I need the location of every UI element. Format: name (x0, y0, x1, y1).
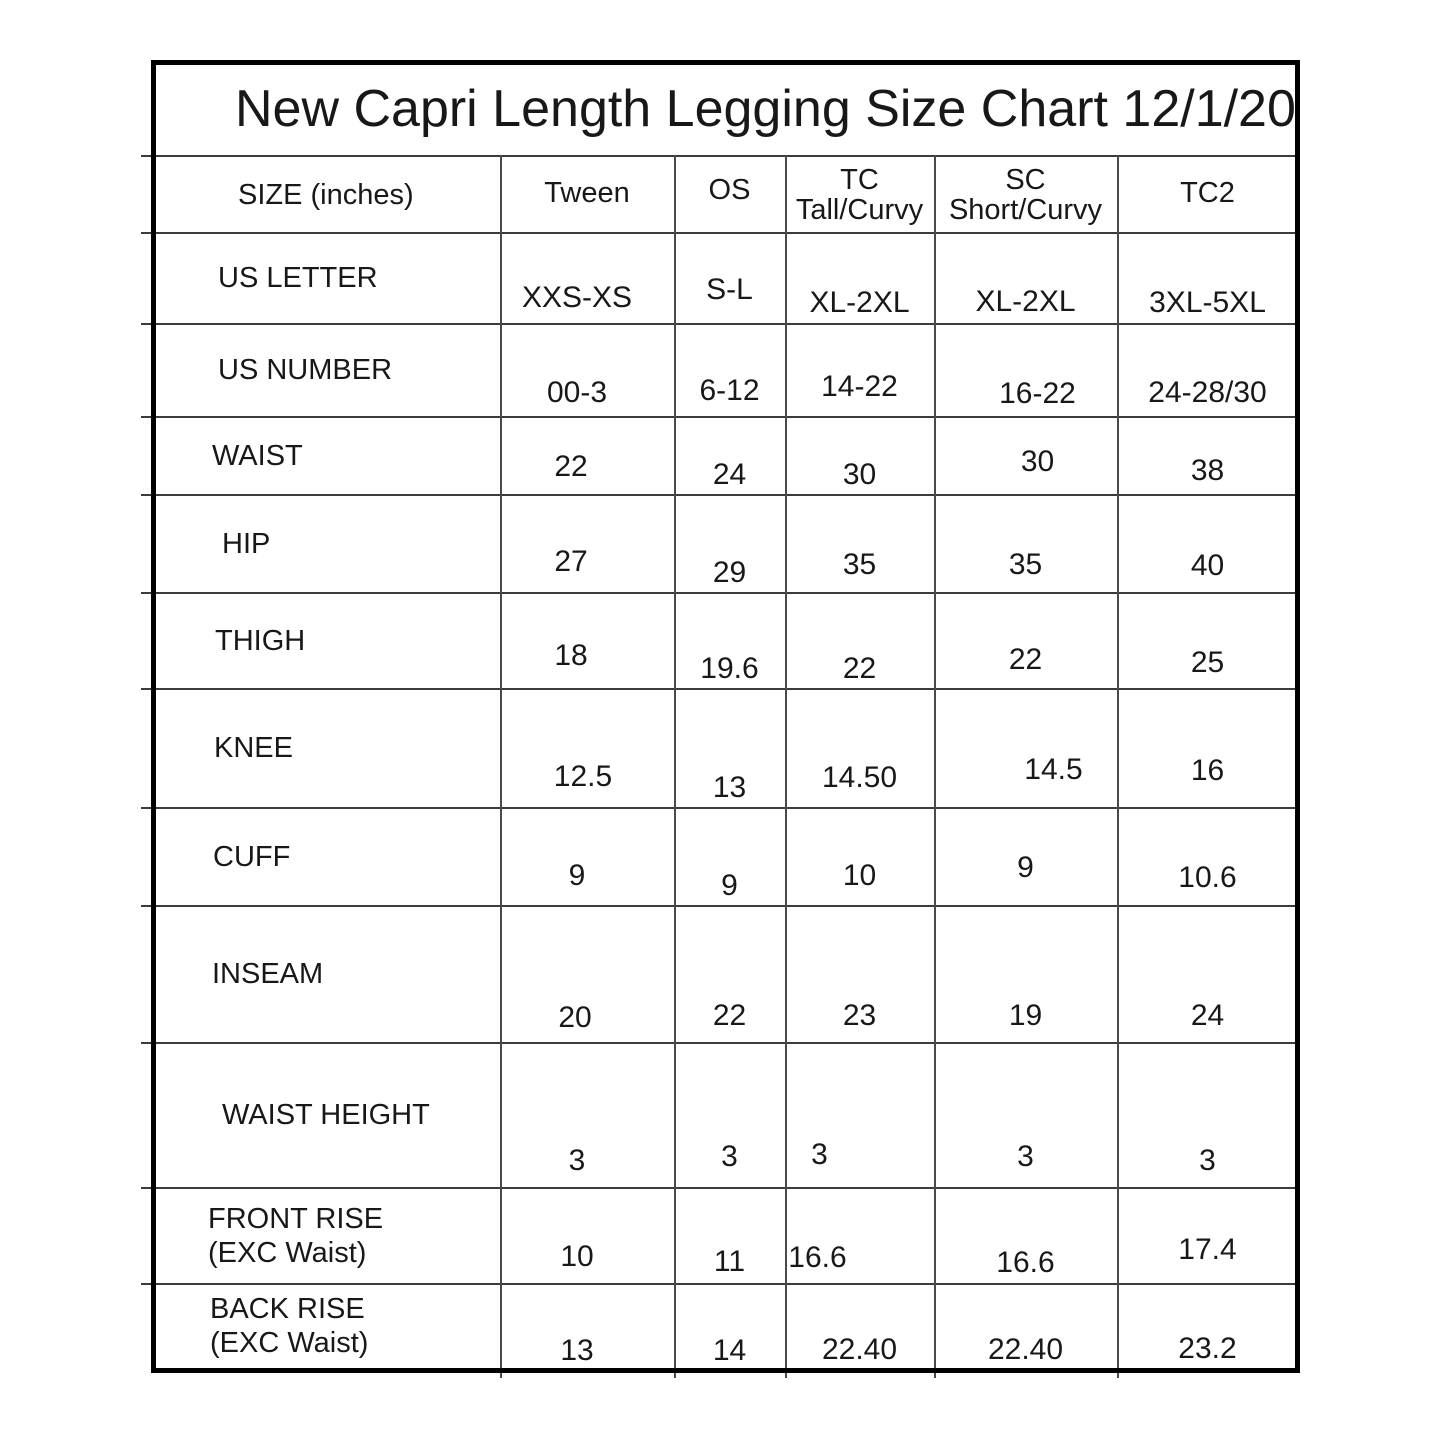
cell-thigh-tween: 18 (554, 639, 588, 672)
row-label-cuff: CUFF (213, 840, 291, 873)
row-label-us-letter: US LETTER (218, 262, 378, 294)
cell-hip-tween: 27 (554, 545, 588, 578)
cell-waist-tc: 30 (842, 458, 877, 491)
cell-cuff-sc: 9 (1017, 851, 1034, 884)
cell-thigh-tc: 22 (842, 652, 877, 685)
cell-back-rise-tc: 22.40 (821, 1333, 898, 1366)
cell-waist-os: 24 (712, 458, 747, 491)
cell-us-letter-tc: XL-2XL (809, 286, 910, 319)
cell-front-rise-os: 11 (713, 1245, 746, 1278)
row-label-thigh: THIGH (215, 624, 306, 657)
cell-waist-height-tween: 3 (568, 1144, 586, 1177)
cell-front-rise-tc: 16.6 (788, 1241, 847, 1274)
header-tc2: TC2 (1180, 177, 1235, 209)
row-label-knee: KNEE (214, 732, 293, 764)
cell-hip-tc2: 40 (1190, 549, 1225, 582)
cell-us-number-sc: 16-22 (999, 377, 1076, 410)
chart-title: New Capri Length Legging Size Chart 12/1/20 (235, 80, 1296, 138)
front-rise-line2: (EXC Waist) (208, 1237, 367, 1269)
cell-back-rise-os: 14 (712, 1334, 747, 1367)
header-size: SIZE (inches) (238, 179, 414, 211)
cell-front-rise-tc2: 17.4 (1178, 1233, 1237, 1266)
cell-knee-tween: 12.5 (553, 760, 613, 793)
cell-hip-tc: 35 (842, 548, 877, 581)
cell-inseam-tween: 20 (558, 1001, 592, 1034)
cell-waist-sc: 30 (1020, 445, 1055, 478)
cell-waist-height-os: 3 (721, 1140, 738, 1173)
cell-knee-sc: 14.5 (1024, 753, 1083, 786)
cell-us-letter-sc: XL-2XL (975, 285, 1076, 318)
cell-thigh-sc: 22 (1008, 643, 1043, 676)
header-os: OS (708, 174, 751, 206)
cell-back-rise-tween: 13 (560, 1334, 594, 1367)
header-sc-full: Short/Curvy (948, 194, 1103, 226)
header-tc-full: Tall/Curvy (795, 194, 924, 226)
row-label-inseam: INSEAM (212, 958, 324, 990)
cell-waist-height-tc: 3 (811, 1138, 828, 1171)
header-sc-abbr: SC (1005, 164, 1046, 196)
row-label-waist: WAIST (212, 439, 303, 472)
cell-knee-tc2: 16 (1190, 754, 1225, 787)
cell-cuff-tc: 10 (842, 859, 877, 892)
cell-hip-sc: 35 (1008, 548, 1043, 581)
header-tween: Tween (544, 177, 630, 209)
cell-us-number-os: 6-12 (699, 374, 760, 407)
header-sc (934, 157, 1117, 232)
cell-inseam-sc: 19 (1008, 999, 1043, 1032)
cell-waist-tween: 22 (554, 450, 588, 483)
cell-us-number-tc2: 24-28/30 (1148, 376, 1267, 409)
cell-cuff-tc2: 10.6 (1178, 861, 1237, 894)
cell-us-number-tween: 00-3 (546, 376, 608, 409)
cell-back-rise-tc2: 23.2 (1178, 1332, 1237, 1365)
cell-knee-tc: 14.50 (821, 761, 898, 794)
cell-waist-tc2: 38 (1190, 454, 1225, 487)
row-label-hip: HIP (222, 527, 271, 560)
row-label-us-number: US NUMBER (218, 354, 393, 386)
cell-inseam-os: 22 (712, 999, 747, 1032)
cell-thigh-tc2: 25 (1190, 646, 1225, 679)
header-tc-abbr: TC (840, 164, 879, 196)
cell-us-letter-tween: XXS-XS (521, 281, 633, 314)
cell-cuff-os: 9 (721, 869, 738, 902)
cell-back-rise-sc: 22.40 (987, 1333, 1064, 1366)
row-label-waist-height: WAIST HEIGHT (222, 1099, 430, 1131)
cell-knee-os: 13 (712, 771, 747, 804)
cell-waist-height-sc: 3 (1017, 1140, 1034, 1173)
cell-us-number-tc: 14-22 (821, 370, 898, 403)
cell-thigh-os: 19.6 (700, 652, 759, 685)
cell-front-rise-tween: 10 (560, 1240, 594, 1273)
cell-waist-height-tc2: 3 (1199, 1144, 1216, 1177)
back-rise-line2: (EXC Waist) (210, 1326, 369, 1359)
back-rise-line1: BACK RISE (210, 1292, 365, 1325)
cell-us-letter-os: S-L (706, 273, 753, 306)
cell-inseam-tc: 23 (842, 999, 877, 1032)
cell-us-letter-tc2: 3XL-5XL (1149, 286, 1266, 319)
cell-inseam-tc2: 24 (1190, 999, 1225, 1032)
header-tc (785, 157, 934, 232)
cell-hip-os: 29 (712, 556, 747, 589)
row-label-back-rise (153, 1285, 500, 1366)
cell-cuff-tween: 9 (568, 859, 586, 892)
row-label-front-rise (153, 1189, 500, 1283)
cell-front-rise-sc: 16.6 (996, 1246, 1055, 1279)
front-rise-line1: FRONT RISE (208, 1203, 384, 1235)
